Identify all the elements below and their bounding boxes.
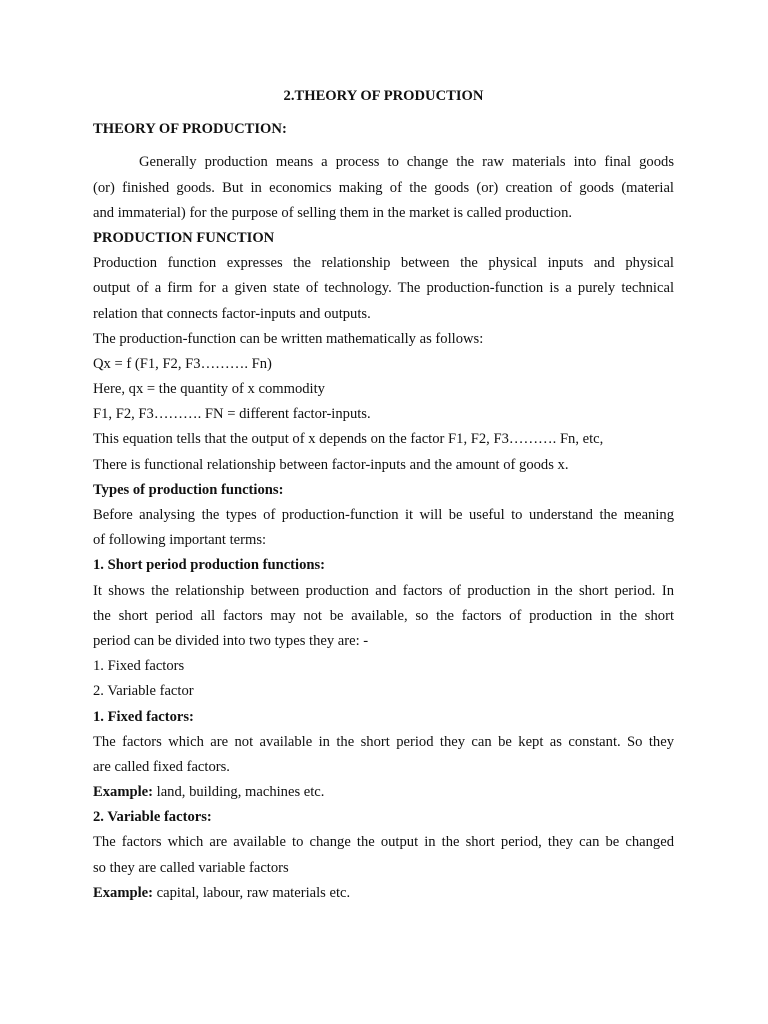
variable-example-text: capital, labour, raw materials etc. xyxy=(153,884,351,901)
functional-relationship: There is functional relationship between factor-inputs and the amount of goods x. xyxy=(93,456,569,473)
variable-factors-heading: 2. Variable factors: xyxy=(93,809,212,826)
short-line-2: the short period all factors may not be available, so the factors of production in the short xyxy=(93,607,674,624)
types-line-1: Before analysing the types of production-function it will be useful to understand the meaning xyxy=(93,507,674,523)
pf-line-2: output of a firm for a given state of technology. The production-function is a purely technical xyxy=(93,280,674,297)
example-label: Example: xyxy=(93,784,153,801)
fixed-example-text: land, building, machines etc. xyxy=(153,784,325,801)
variable-example xyxy=(93,881,674,906)
example-label: Example: xyxy=(93,884,153,901)
production-function-heading: PRODUCTION FUNCTION xyxy=(93,229,275,246)
intro-line-2: (or) finished goods. But in economics making of the goods (or) creation of goods (material xyxy=(93,179,674,196)
short-line-3: period can be divided into two types they are: - xyxy=(93,632,369,649)
fixed-line-2: are called fixed factors. xyxy=(93,758,230,775)
intro-line-3: and immaterial) for the purpose of selling them in the market is called production. xyxy=(93,204,573,221)
document-page xyxy=(93,84,674,906)
types-heading: Types of production functions: xyxy=(93,481,284,498)
variable-line-2: so they are called variable factors xyxy=(93,859,289,876)
fixed-example xyxy=(93,780,674,805)
pf-line-1: Production function expresses the relationship between the physical inputs and physical xyxy=(93,255,674,272)
fixed-line-1: The factors which are not available in the short period they can be kept as constant. So they xyxy=(93,733,674,750)
math-intro: The production-function can be written mathematically as follows: xyxy=(93,330,484,347)
here-definition: Here, qx = the quantity of x commodity xyxy=(93,381,325,398)
fixed-factors-heading: 1. Fixed factors: xyxy=(93,708,194,725)
pf-line-3: relation that connects factor-inputs and outputs. xyxy=(93,305,371,322)
variable-line-1: The factors which are available to change the output in the short period, they can be changed xyxy=(93,834,674,851)
list-item-variable: 2. Variable factor xyxy=(93,683,194,700)
equation: Qx = f (F1, F2, F3………. Fn) xyxy=(93,355,272,372)
short-line-1: It shows the relationship between production and factors of production in the short period. In xyxy=(93,582,674,599)
short-period-heading: 1. Short period production functions: xyxy=(93,557,326,574)
section-heading: THEORY OF PRODUCTION: xyxy=(93,121,287,138)
document-title: 2.THEORY OF PRODUCTION xyxy=(283,88,484,104)
intro-line-1: Generally production means a process to change the raw materials into final goods xyxy=(139,154,674,171)
equation-explanation: This equation tells that the output of x depends on the factor F1, F2, F3………. Fn, etc, xyxy=(93,431,604,448)
list-item-fixed: 1. Fixed factors xyxy=(93,658,185,675)
types-line-2: of following important terms: xyxy=(93,532,267,549)
factor-inputs-definition: F1, F2, F3………. FN = different factor-inputs. xyxy=(93,406,371,423)
